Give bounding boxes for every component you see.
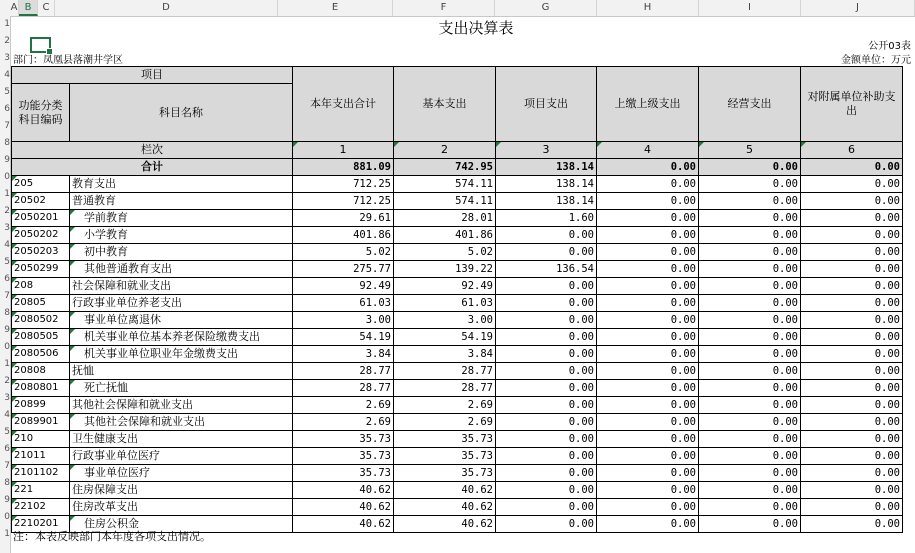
- amount-cell[interactable]: 0.00: [597, 499, 699, 516]
- amount-cell[interactable]: 28.77: [293, 380, 394, 397]
- amount-cell[interactable]: 61.03: [293, 295, 394, 312]
- amount-cell[interactable]: 0.00: [496, 499, 597, 516]
- row-header[interactable]: 5: [4, 87, 10, 97]
- amount-cell[interactable]: 2.69: [394, 414, 496, 431]
- amount-cell[interactable]: 0.00: [496, 414, 597, 431]
- amount-cell[interactable]: 0.00: [496, 465, 597, 482]
- amount-cell[interactable]: 0.00: [699, 227, 801, 244]
- amount-cell[interactable]: 0.00: [597, 363, 699, 380]
- func-code-cell[interactable]: 20805: [12, 295, 70, 312]
- row-header[interactable]: 3: [4, 393, 10, 403]
- column-header-c[interactable]: C: [38, 0, 55, 16]
- table-row: [12, 397, 903, 414]
- amount-cell[interactable]: 0.00: [801, 431, 903, 448]
- amount-cell[interactable]: 28.01: [394, 210, 496, 227]
- func-code-cell[interactable]: 2050202: [12, 227, 70, 244]
- column-header-d[interactable]: D: [55, 0, 278, 16]
- amount-cell[interactable]: 0.00: [699, 465, 801, 482]
- column-number-4[interactable]: 4: [597, 142, 699, 159]
- amount-cell[interactable]: 0.00: [597, 278, 699, 295]
- row-number-gutter: [0, 16, 11, 553]
- amount-cell[interactable]: 0.00: [699, 261, 801, 278]
- amount-cell[interactable]: 5.02: [394, 244, 496, 261]
- amount-cell[interactable]: 0.00: [699, 346, 801, 363]
- subject-name-cell[interactable]: 卫生健康支出: [70, 431, 293, 448]
- form-code: 公开03表: [868, 41, 911, 52]
- row-header[interactable]: 2: [4, 36, 10, 46]
- func-code-cell[interactable]: 2080506: [12, 346, 70, 363]
- amount-cell[interactable]: 40.62: [293, 516, 394, 533]
- func-code-cell[interactable]: 22102: [12, 499, 70, 516]
- table-row: [12, 210, 903, 227]
- amount-cell[interactable]: 0.00: [699, 397, 801, 414]
- amount-cell[interactable]: 0.00: [801, 278, 903, 295]
- table-row: [12, 329, 903, 346]
- column-header-j[interactable]: J: [801, 0, 915, 16]
- amount-cell[interactable]: 1.60: [496, 210, 597, 227]
- active-cell-cursor[interactable]: [30, 37, 51, 53]
- amount-cell[interactable]: 35.73: [293, 465, 394, 482]
- amount-cell[interactable]: 574.11: [394, 176, 496, 193]
- column-header-h[interactable]: H: [597, 0, 699, 16]
- subject-name-cell[interactable]: 机关事业单位基本养老保险缴费支出: [70, 329, 293, 346]
- amount-cell[interactable]: 0.00: [699, 414, 801, 431]
- row-header[interactable]: 3: [4, 223, 10, 233]
- amount-cell[interactable]: 139.22: [394, 261, 496, 278]
- header-column-4[interactable]: 上缴上级支出: [597, 67, 699, 142]
- amount-cell[interactable]: 0.00: [801, 193, 903, 210]
- amount-cell[interactable]: 0.00: [597, 414, 699, 431]
- amount-cell[interactable]: 0.00: [496, 482, 597, 499]
- func-code-cell[interactable]: 2089901: [12, 414, 70, 431]
- amount-cell[interactable]: 0.00: [801, 312, 903, 329]
- header-column-1[interactable]: 本年支出合计: [293, 67, 394, 142]
- column-number-2[interactable]: 2: [394, 142, 496, 159]
- amount-cell[interactable]: 0.00: [496, 295, 597, 312]
- amount-cell[interactable]: 0.00: [597, 516, 699, 533]
- row-header[interactable]: 5: [4, 427, 10, 437]
- row-header[interactable]: 1: [4, 529, 10, 539]
- row-header[interactable]: 9: [4, 325, 10, 335]
- amount-cell[interactable]: 0.00: [597, 448, 699, 465]
- row-header[interactable]: 8: [4, 308, 10, 318]
- subject-name-cell[interactable]: 机关事业单位职业年金缴费支出: [70, 346, 293, 363]
- func-code-cell[interactable]: 2050203: [12, 244, 70, 261]
- row-header[interactable]: 1: [4, 359, 10, 369]
- func-code-cell[interactable]: 21011: [12, 448, 70, 465]
- column-header-b[interactable]: B: [19, 0, 38, 16]
- amount-cell[interactable]: 0.00: [699, 431, 801, 448]
- row-header[interactable]: 1: [4, 19, 10, 29]
- amount-cell[interactable]: 0.00: [597, 329, 699, 346]
- amount-cell[interactable]: 136.54: [496, 261, 597, 278]
- amount-cell[interactable]: 35.73: [394, 465, 496, 482]
- row-header[interactable]: 2: [4, 376, 10, 386]
- amount-cell[interactable]: 0.00: [597, 482, 699, 499]
- table-row: [12, 482, 903, 499]
- amount-cell[interactable]: 28.77: [394, 363, 496, 380]
- amount-cell[interactable]: 0.00: [801, 261, 903, 278]
- total-value[interactable]: 0.00: [699, 159, 801, 176]
- amount-cell[interactable]: 0.00: [496, 227, 597, 244]
- row-header[interactable]: 9: [4, 155, 10, 165]
- amount-cell[interactable]: 35.73: [394, 448, 496, 465]
- amount-cell[interactable]: 0.00: [496, 312, 597, 329]
- func-code-cell[interactable]: 2080505: [12, 329, 70, 346]
- column-number-1[interactable]: 1: [293, 142, 394, 159]
- amount-cell[interactable]: 92.49: [293, 278, 394, 295]
- func-code-cell[interactable]: 2050201: [12, 210, 70, 227]
- amount-cell[interactable]: 0.00: [801, 210, 903, 227]
- amount-cell[interactable]: 0.00: [496, 397, 597, 414]
- amount-cell[interactable]: 0.00: [699, 482, 801, 499]
- amount-cell[interactable]: 0.00: [496, 448, 597, 465]
- total-value[interactable]: 0.00: [801, 159, 903, 176]
- amount-cell[interactable]: 138.14: [496, 176, 597, 193]
- amount-cell[interactable]: 61.03: [394, 295, 496, 312]
- amount-cell[interactable]: 712.25: [293, 176, 394, 193]
- amount-cell[interactable]: 0.00: [496, 431, 597, 448]
- row-header[interactable]: 2: [4, 206, 10, 216]
- table-row: [12, 380, 903, 397]
- amount-cell[interactable]: 3.00: [394, 312, 496, 329]
- amount-cell[interactable]: 712.25: [293, 193, 394, 210]
- row-header[interactable]: 6: [4, 444, 10, 454]
- column-header-a[interactable]: A: [10, 0, 19, 16]
- table-row: [12, 278, 903, 295]
- row-header[interactable]: 6: [4, 104, 10, 114]
- func-code-cell[interactable]: 210: [12, 431, 70, 448]
- column-number-5[interactable]: 5: [699, 142, 801, 159]
- func-code-cell[interactable]: 2050299: [12, 261, 70, 278]
- table-row: [12, 244, 903, 261]
- amount-cell[interactable]: 401.86: [293, 227, 394, 244]
- amount-cell[interactable]: 28.77: [293, 363, 394, 380]
- amount-cell[interactable]: 0.00: [597, 346, 699, 363]
- subject-name-cell[interactable]: 事业单位离退休: [70, 312, 293, 329]
- amount-cell[interactable]: 0.00: [699, 329, 801, 346]
- spreadsheet-grid[interactable]: [11, 17, 915, 553]
- total-value[interactable]: 138.14: [496, 159, 597, 176]
- subject-name-cell[interactable]: 事业单位医疗: [70, 465, 293, 482]
- total-label[interactable]: 合计: [12, 159, 293, 176]
- subject-name-cell[interactable]: 抚恤: [70, 363, 293, 380]
- amount-cell[interactable]: 0.00: [597, 227, 699, 244]
- amount-cell[interactable]: 0.00: [597, 210, 699, 227]
- amount-cell[interactable]: 0.00: [801, 448, 903, 465]
- total-value[interactable]: 881.09: [293, 159, 394, 176]
- row-header[interactable]: 4: [4, 240, 10, 250]
- column-header-e[interactable]: E: [278, 0, 393, 16]
- amount-cell[interactable]: 0.00: [801, 227, 903, 244]
- table-row: [12, 414, 903, 431]
- amount-cell[interactable]: 0.00: [699, 244, 801, 261]
- amount-cell[interactable]: 0.00: [699, 516, 801, 533]
- amount-cell[interactable]: 2.69: [293, 414, 394, 431]
- table-row: [12, 261, 903, 278]
- row-header[interactable]: 7: [4, 461, 10, 471]
- department-label: 部门：凤凰县落潮井学区: [13, 55, 123, 66]
- amount-cell[interactable]: 40.62: [394, 482, 496, 499]
- amount-cell[interactable]: 0.00: [496, 516, 597, 533]
- table-row: [12, 363, 903, 380]
- amount-cell[interactable]: 0.00: [597, 295, 699, 312]
- table-row: [12, 346, 903, 363]
- func-code-cell[interactable]: 2210201: [12, 516, 70, 533]
- subject-name-cell[interactable]: 初中教育: [70, 244, 293, 261]
- amount-cell[interactable]: 574.11: [394, 193, 496, 210]
- amount-cell[interactable]: 138.14: [496, 193, 597, 210]
- total-value[interactable]: 0.00: [597, 159, 699, 176]
- amount-cell[interactable]: 0.00: [496, 278, 597, 295]
- amount-cell[interactable]: 0.00: [597, 312, 699, 329]
- subject-name-cell[interactable]: 死亡抚恤: [70, 380, 293, 397]
- table-note: 注：本表反映部门本年度各项支出情况。: [13, 530, 211, 543]
- subject-name-cell[interactable]: 住房公积金: [70, 516, 293, 533]
- amount-cell[interactable]: 0.00: [801, 363, 903, 380]
- table-row: [12, 312, 903, 329]
- amount-cell[interactable]: 401.86: [394, 227, 496, 244]
- table-row: [12, 431, 903, 448]
- func-code-cell[interactable]: 20899: [12, 397, 70, 414]
- row-header[interactable]: 8: [4, 138, 10, 148]
- amount-cell[interactable]: 40.62: [394, 516, 496, 533]
- row-header[interactable]: 6: [4, 274, 10, 284]
- column-number-3[interactable]: 3: [496, 142, 597, 159]
- func-code-cell[interactable]: 20808: [12, 363, 70, 380]
- amount-cell[interactable]: 0.00: [801, 329, 903, 346]
- amount-cell[interactable]: 0.00: [801, 465, 903, 482]
- amount-cell[interactable]: 0.00: [597, 261, 699, 278]
- amount-cell[interactable]: 0.00: [699, 193, 801, 210]
- subject-name-cell[interactable]: 社会保障和就业支出: [70, 278, 293, 295]
- total-value[interactable]: 742.95: [394, 159, 496, 176]
- table-row: [12, 295, 903, 312]
- table-row: [12, 227, 903, 244]
- amount-cell[interactable]: 0.00: [597, 193, 699, 210]
- amount-cell[interactable]: 0.00: [801, 176, 903, 193]
- row-header[interactable]: 3: [4, 53, 10, 63]
- page-title: 支出决算表: [438, 19, 514, 37]
- table-row: [12, 193, 903, 210]
- row-header[interactable]: 4: [4, 70, 10, 80]
- amount-cell[interactable]: 0.00: [801, 244, 903, 261]
- row-header[interactable]: 0: [4, 512, 10, 522]
- subject-name-cell[interactable]: 教育支出: [70, 176, 293, 193]
- row-header[interactable]: 7: [4, 121, 10, 131]
- amount-cell[interactable]: 0.00: [597, 397, 699, 414]
- amount-cell[interactable]: 0.00: [801, 397, 903, 414]
- row-header[interactable]: 5: [4, 257, 10, 267]
- header-subject-name[interactable]: 科目名称: [70, 84, 293, 142]
- subject-name-cell[interactable]: 小学教育: [70, 227, 293, 244]
- amount-cell[interactable]: 0.00: [699, 278, 801, 295]
- amount-cell[interactable]: 2.69: [394, 397, 496, 414]
- amount-cell[interactable]: 0.00: [801, 295, 903, 312]
- subject-name-cell[interactable]: 行政事业单位养老支出: [70, 295, 293, 312]
- unit-label: 金额单位：万元: [841, 55, 911, 66]
- amount-cell[interactable]: 0.00: [597, 465, 699, 482]
- amount-cell[interactable]: 0.00: [801, 499, 903, 516]
- amount-cell[interactable]: 0.00: [496, 329, 597, 346]
- func-code-cell[interactable]: 221: [12, 482, 70, 499]
- header-column-2[interactable]: 基本支出: [394, 67, 496, 142]
- row-header[interactable]: 4: [4, 410, 10, 420]
- lanci-label[interactable]: 栏次: [12, 142, 293, 159]
- header-column-3[interactable]: 项目支出: [496, 67, 597, 142]
- amount-cell[interactable]: 0.00: [801, 346, 903, 363]
- subject-name-cell[interactable]: 普通教育: [70, 193, 293, 210]
- row-header[interactable]: 1: [4, 189, 10, 199]
- amount-cell[interactable]: 0.00: [801, 380, 903, 397]
- amount-cell[interactable]: 54.19: [394, 329, 496, 346]
- header-func-code[interactable]: 功能分类 科目编码: [12, 84, 70, 142]
- amount-cell[interactable]: 0.00: [699, 295, 801, 312]
- amount-cell[interactable]: 92.49: [394, 278, 496, 295]
- column-header-bar: [0, 0, 915, 17]
- func-code-cell[interactable]: 2080502: [12, 312, 70, 329]
- func-code-cell[interactable]: 2101102: [12, 465, 70, 482]
- table-row: [12, 448, 903, 465]
- amount-cell[interactable]: 275.77: [293, 261, 394, 278]
- table-row: [12, 176, 903, 193]
- amount-cell[interactable]: 0.00: [801, 414, 903, 431]
- amount-cell[interactable]: 5.02: [293, 244, 394, 261]
- amount-cell[interactable]: 3.84: [293, 346, 394, 363]
- amount-cell[interactable]: 40.62: [394, 499, 496, 516]
- row-header[interactable]: 0: [4, 342, 10, 352]
- amount-cell[interactable]: 0.00: [699, 380, 801, 397]
- subject-name-cell[interactable]: 其他社会保障和就业支出: [70, 414, 293, 431]
- table-row: [12, 499, 903, 516]
- column-header-g[interactable]: G: [495, 0, 597, 16]
- column-number-6[interactable]: 6: [801, 142, 903, 159]
- amount-cell[interactable]: 0.00: [699, 363, 801, 380]
- subject-name-cell[interactable]: 住房保障支出: [70, 482, 293, 499]
- amount-cell[interactable]: 3.00: [293, 312, 394, 329]
- row-header[interactable]: 8: [4, 478, 10, 488]
- amount-cell[interactable]: 35.73: [293, 431, 394, 448]
- amount-cell[interactable]: 35.73: [394, 431, 496, 448]
- amount-cell[interactable]: 0.00: [496, 244, 597, 261]
- table-row: [12, 465, 903, 482]
- header-column-5[interactable]: 经营支出: [699, 67, 801, 142]
- subject-name-cell[interactable]: 其他社会保障和就业支出: [70, 397, 293, 414]
- amount-cell[interactable]: 0.00: [699, 176, 801, 193]
- row-header[interactable]: 0: [4, 172, 10, 182]
- column-header-f[interactable]: F: [393, 0, 495, 16]
- row-header[interactable]: 9: [4, 495, 10, 505]
- subject-name-cell[interactable]: 行政事业单位医疗: [70, 448, 293, 465]
- amount-cell[interactable]: 0.00: [597, 380, 699, 397]
- amount-cell[interactable]: 54.19: [293, 329, 394, 346]
- amount-cell[interactable]: 0.00: [699, 499, 801, 516]
- amount-cell[interactable]: 0.00: [597, 244, 699, 261]
- column-header-i[interactable]: I: [699, 0, 801, 16]
- row-header[interactable]: 7: [4, 291, 10, 301]
- subject-name-cell[interactable]: 其他普通教育支出: [70, 261, 293, 278]
- amount-cell[interactable]: 0.00: [496, 363, 597, 380]
- amount-cell[interactable]: 0.00: [801, 516, 903, 533]
- amount-cell[interactable]: 0.00: [699, 312, 801, 329]
- amount-cell[interactable]: 0.00: [699, 448, 801, 465]
- amount-cell[interactable]: 35.73: [293, 448, 394, 465]
- amount-cell[interactable]: 2.69: [293, 397, 394, 414]
- amount-cell[interactable]: 0.00: [496, 380, 597, 397]
- amount-cell[interactable]: 40.62: [293, 482, 394, 499]
- func-code-cell[interactable]: 208: [12, 278, 70, 295]
- amount-cell[interactable]: 0.00: [801, 482, 903, 499]
- amount-cell[interactable]: 0.00: [597, 176, 699, 193]
- amount-cell[interactable]: 28.77: [394, 380, 496, 397]
- amount-cell[interactable]: 40.62: [293, 499, 394, 516]
- header-item[interactable]: 项目: [12, 67, 293, 84]
- header-column-6[interactable]: 对附属单位补助支出: [801, 67, 903, 142]
- expenditure-table: [11, 66, 903, 533]
- amount-cell[interactable]: 0.00: [699, 210, 801, 227]
- subject-name-cell[interactable]: 学前教育: [70, 210, 293, 227]
- func-code-cell[interactable]: 20502: [12, 193, 70, 210]
- amount-cell[interactable]: 29.61: [293, 210, 394, 227]
- func-code-cell[interactable]: 205: [12, 176, 70, 193]
- func-code-cell[interactable]: 2080801: [12, 380, 70, 397]
- subject-name-cell[interactable]: 住房改革支出: [70, 499, 293, 516]
- amount-cell[interactable]: 0.00: [496, 346, 597, 363]
- amount-cell[interactable]: 0.00: [597, 431, 699, 448]
- amount-cell[interactable]: 3.84: [394, 346, 496, 363]
